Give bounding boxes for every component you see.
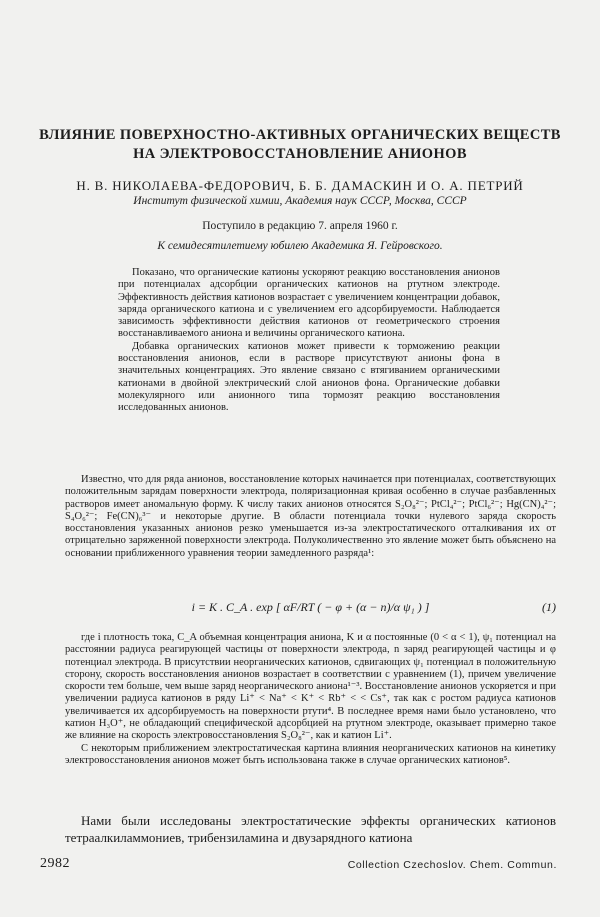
body-section-continued: [65, 812, 556, 846]
journal-name: Collection Czechoslov. Chem. Commun.: [347, 859, 557, 871]
body-paragraph-4: Нами были исследованы электростатические эффекты органических катионов тетраалкиламмониев, трибензиламина и двузарядного катиона: [65, 813, 556, 845]
equation-1: [65, 593, 556, 627]
body-paragraph-2: где i плотность тока, C_A объемная концентрация аниона, K и α постоянные (0 < α < 1), ψ₁ потенциал на расстоянии радиуса реагирующей частицы от поверхности электрода, n заряд реагирующей частицы и φ потенциал электрода. В присутствии неорганических катионов, сдвигающих ψ₁ потенциал в положительную сторону, скорость восстановления анионов возрастает в соответствии с уравнением (1), причем увеличение скорости тем больше, чем выше заряд неорганического аниона¹⁻³. Восстановление анионов ускоряется и при увеличении радиуса катионов в ряду Li⁺ < Na⁺ < K⁺ < Rb⁺ < < Cs⁺, так как с ростом радиуса катионов увеличивается их адсорбируемость на поверхности ртути⁴. В последнее время нами было установлено, что катион H₃O⁺, не обладающий специфической адсорбцией на ртутном электроде, оказывает примерно такое же влияние на скорость электровосстановления S₂O₈²⁻, как и катион Li⁺.: [65, 632, 556, 742]
body-paragraph-3: С некоторым приближением электростатическая картина влияния неорганических катионов на кинетику электровосстановления анионов может быть использована также в случае органических катионов⁵.: [65, 742, 556, 766]
article-title: [0, 126, 600, 164]
institute-affiliation: Институт физической химии, Академия наук СССР, Москва, СССР: [133, 195, 467, 207]
abstract: [118, 267, 500, 415]
equation-text: i = K . C_A . exp [ αF/RT ( − φ + (α − n)/α ψ₁ ) ]: [191, 600, 430, 614]
body-paragraph-1: Известно, что для ряда анионов, восстановление которых начинается при потенциалах, соответствующих положительным зарядам поверхности электрода, поляризационная кривая особенно в случае разбавленных растворов имеет аномальную форму. К числу таких анионов относятся S₂O₈²⁻; PtCl₄²⁻; PtCl₆²⁻; Hg(CN)₄²⁻; S₄O₆²⁻; Fe(CN)₆³⁻ и некоторые другие. В области потенциала точки нулевого заряда скорость восстановления указанных анионов резко уменьшается из-за электростатического отталкивания их от отрицательно заряженной поверхности электрода. Полуколичественно это явление может быть объяснено на основании приближенного уравнения теории замедленного разряда¹:: [65, 474, 556, 559]
equation-number: (1): [542, 600, 556, 614]
page-number: 2982: [40, 856, 70, 871]
title-line-2: НА ЭЛЕКТРОВОССТАНОВЛЕНИЕ АНИОНОВ: [133, 146, 467, 162]
author-list: Н. В. НИКОЛАЕВА-ФЕДОРОВИЧ, Б. Б. ДАМАСКИН И О. А. ПЕТРИЙ: [76, 178, 524, 193]
abstract-paragraph-2: Добавка органических катионов может привести к торможению реакции восстановления анионов, если в растворе присутствуют анионы фона в значительных концентрациях. Это явление связано с втягиванием органическими катионами в двойной электрический слой анионов фона. Органические добавки молекулярного или анионного типа тормозят реакцию восстановления исследованных анионов.: [118, 340, 500, 414]
received-date: Поступило в редакцию 7. апреля 1960 г.: [202, 220, 398, 232]
title-line-1: ВЛИЯНИЕ ПОВЕРХНОСТНО-АКТИВНЫХ ОРГАНИЧЕСКИХ ВЕЩЕСТВ: [39, 127, 561, 143]
body-section-intro: [65, 474, 556, 560]
body-section-discussion: [65, 632, 556, 767]
dedication: К семидесятилетиему юбилею Академика Я. Гейровского.: [157, 240, 443, 252]
abstract-paragraph-1: Показано, что органические катионы ускоряют реакцию восстановления анионов при потенциалах адсорбции органических катионов на ртутном электроде. Эффективность действия катионов возрастает с увеличением концентрации добавок, заряда органического катиона и с увеличением его адсорбируемости. Наблюдается зависимость эффективности действия катионов от геометрического строения восстанавливаемого аниона и величины органического катиона.: [118, 267, 500, 340]
